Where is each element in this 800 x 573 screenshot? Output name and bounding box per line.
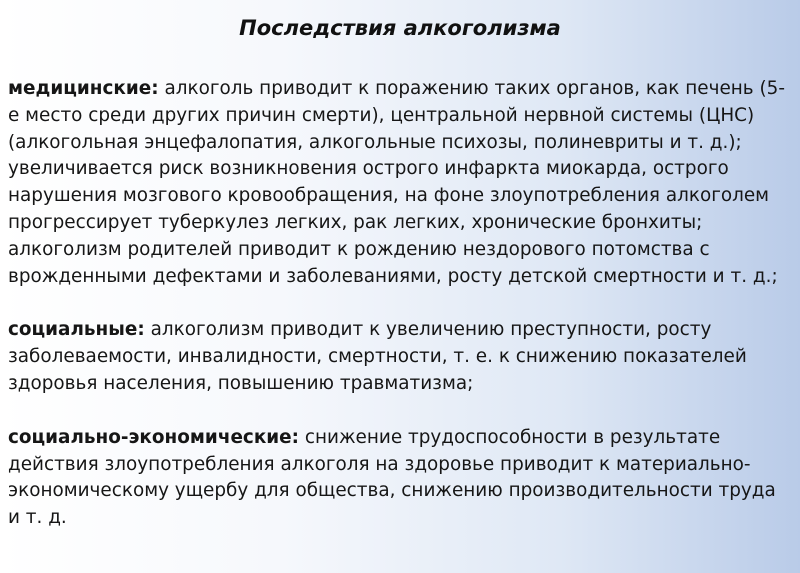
section-term: социальные: <box>8 319 145 341</box>
slide-title: Последствия алкоголизма <box>239 16 561 40</box>
section-socioeconomic <box>8 425 793 532</box>
slide-content <box>8 76 793 532</box>
section-medical <box>8 76 793 290</box>
section-text: алкоголь приводит к поражению таких органов, как печень (5-е место среди других причин смерти), центральной нервной системы (ЦНС) (алкогольная энцефалопатия, алкогольные психозы, полиневриты и т. д.); увеличивается риск возникновения острого инфаркта миокарда, острого нарушения мозгового кровообращения, на фоне злоупотребления алкоголем прогрессирует туберкулез легких, рак легких, хронические бронхиты; алкоголизм родителей приводит к рождению нездорового потомства с врожденными дефектами и заболеваниями, росту детской смертности и т. д.; <box>8 78 786 287</box>
section-text: алкоголизм приводит к увеличению преступности, росту заболеваемости, инвалидности, смертности, т. е. к снижению показателей здоровья населения, повышению травматизма; <box>8 319 747 394</box>
section-social <box>8 317 793 397</box>
section-text: снижение трудоспособности в результате действия злоупотребления алкоголя на здоровье приводит к материально-экономическому ущербу для общества, снижению производительности труда и т. д. <box>8 426 776 529</box>
section-term: социально-экономические: <box>8 426 300 448</box>
section-term: медицинские: <box>8 78 159 99</box>
